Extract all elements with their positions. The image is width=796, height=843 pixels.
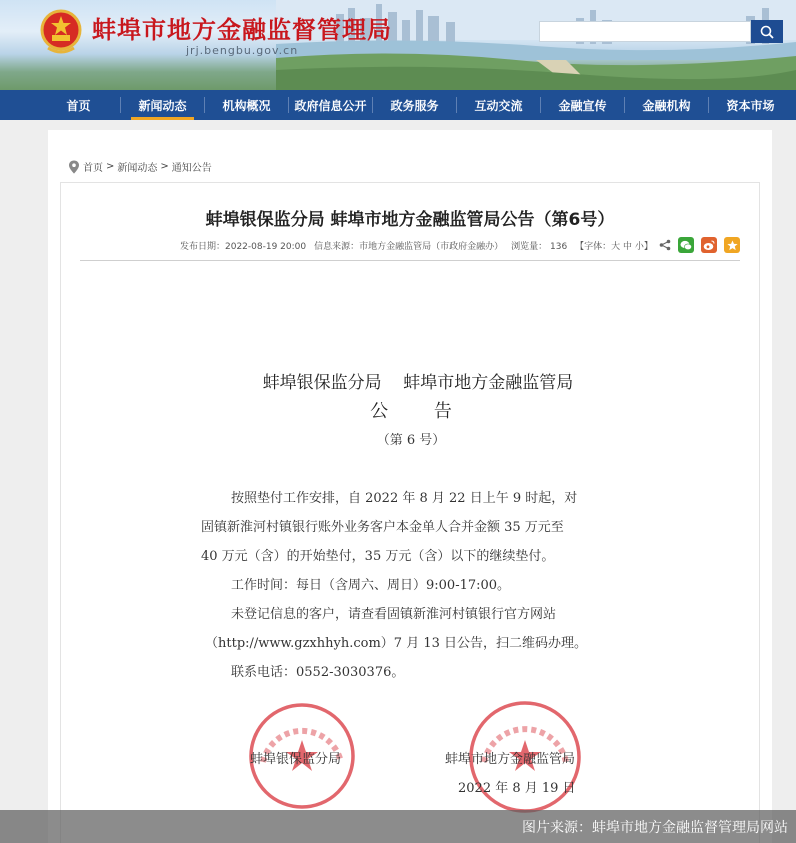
- notice-paragraph-line: 按照垫付工作安排，自 2022 年 8 月 22 日上午 9 时起，对: [231, 491, 578, 506]
- notice-number: （第 6 号）: [376, 433, 446, 448]
- site-header: [0, 0, 796, 90]
- nav-institutions[interactable]: 金融机构: [642, 98, 691, 113]
- signature-right: 蚌埠市地方金融监管局: [445, 752, 576, 767]
- article-meta: [180, 239, 653, 252]
- weibo-share-icon[interactable]: [701, 237, 717, 253]
- notice-issuers: 蚌埠银保监分局 蚌埠市地方金融监管局: [262, 373, 574, 393]
- article-card: [60, 182, 760, 843]
- nav-gov-info[interactable]: 政府信息公开: [294, 98, 367, 113]
- notice-heading: 公 告: [370, 401, 452, 422]
- title-divider: [80, 260, 740, 261]
- publish-date: 发布日期：2022-08-19 20:00: [180, 242, 307, 252]
- nav-interaction[interactable]: 互动交流: [474, 98, 523, 113]
- breadcrumb-separator: >: [106, 161, 115, 172]
- notice-paragraph-line: 工作时间：每日（含周六、周日）9:00-17:00。: [231, 578, 511, 593]
- nav-publicity[interactable]: 金融宣传: [558, 98, 607, 113]
- info-source: 信息来源：市地方金融监管局（市政府金融办）: [314, 242, 504, 252]
- wechat-share-icon[interactable]: [678, 237, 694, 253]
- article-title: 蚌埠银保监分局 蚌埠市地方金融监管局公告（第6号）: [205, 210, 615, 230]
- font-size-switch[interactable]: 【字体：大 中 小】: [575, 242, 653, 252]
- site-title: 蚌埠市地方金融监督管理局: [92, 16, 392, 44]
- nav-services[interactable]: 政务服务: [390, 98, 439, 113]
- site-url: jrj.bengbu.gov.cn: [186, 44, 299, 57]
- breadcrumb-home[interactable]: 首页: [83, 163, 103, 174]
- search-icon: [760, 25, 774, 39]
- nav-home[interactable]: 首页: [66, 98, 91, 113]
- search-input[interactable]: [539, 21, 751, 42]
- signature-date: 2022 年 8 月 19 日: [458, 781, 576, 796]
- notice-paragraph-line: （http://www.gzxhhyh.com）7 月 13 日公告，扫二维码办理。: [205, 636, 587, 651]
- breadcrumb-news[interactable]: 新闻动态: [117, 163, 158, 174]
- signature-left: 蚌埠银保监分局: [250, 752, 342, 767]
- notice-paragraph-line: 40 万元（含）的开始垫付，35 万元（含）以下的继续垫付。: [201, 549, 555, 564]
- notice-paragraph-line: 联系电话：0552-3030376。: [231, 665, 405, 680]
- notice-paragraph-line: 固镇新淮河村镇银行账外业务客户本金单人合并金额 35 万元至: [201, 520, 564, 535]
- share-bar: [659, 237, 740, 253]
- nav-about[interactable]: 机构概况: [222, 98, 271, 113]
- national-emblem-icon: [38, 8, 84, 56]
- view-count: 浏览量： 136: [511, 242, 568, 252]
- breadcrumb-separator: >: [160, 161, 169, 172]
- share-icon[interactable]: [659, 239, 671, 251]
- breadcrumb-current[interactable]: 通知公告: [171, 163, 212, 174]
- search-button[interactable]: [751, 20, 783, 43]
- location-pin-icon: [68, 160, 80, 174]
- image-source-caption: 图片来源：蚌埠市地方金融监督管理局网站: [522, 820, 788, 836]
- breadcrumb: [68, 159, 212, 174]
- favorite-star-icon[interactable]: [724, 237, 740, 253]
- nav-news[interactable]: 新闻动态: [121, 90, 204, 120]
- notice-paragraph-line: 未登记信息的客户，请查看固镇新淮河村镇银行官方网站: [231, 607, 557, 622]
- nav-capital-market[interactable]: 资本市场: [726, 98, 775, 113]
- main-nav: [0, 90, 796, 120]
